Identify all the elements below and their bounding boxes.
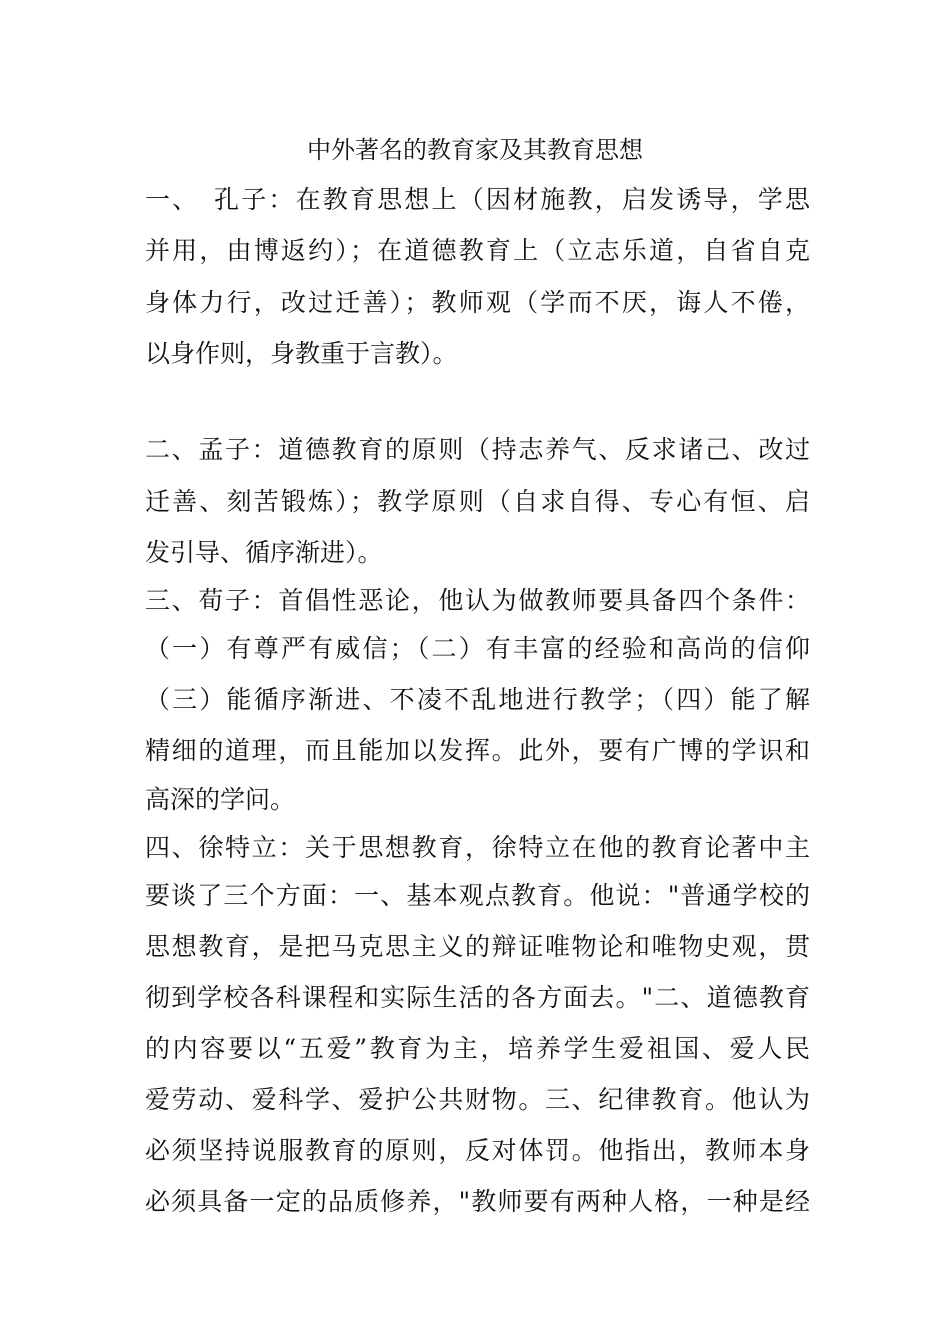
- text-line-xunzi-1: 三、荀子：首倡性恶论，他认为做教师要具备四个条件：: [145, 586, 810, 615]
- text-line-xu-teli-4: 彻到学校各科课程和实际生活的各方面去。"二、道德教育: [145, 983, 810, 1012]
- text-line-confucius-3: 身体力行，改过迁善）；教师观（学而不厌，诲人不倦，: [145, 288, 810, 317]
- text-line-xunzi-3: （三）能循序渐进、不凌不乱地进行教学；（四）能了解: [145, 685, 810, 714]
- text-line-xu-teli-3: 思想教育，是把马克思主义的辩证唯物论和唯物史观，贯: [145, 932, 810, 961]
- text-line-xunzi-4: 精细的道理，而且能加以发挥。此外，要有广博的学识和: [145, 736, 810, 765]
- text-line-xu-teli-6: 爱劳动、爱科学、爱护公共财物。三、纪律教育。他认为: [145, 1085, 810, 1114]
- text-line-xu-teli-7: 必须坚持说服教育的原则，反对体罚。他指出，教师本身: [145, 1136, 810, 1165]
- text-line-mencius-2: 迁善、刻苦锻炼）；教学原则（自求自得、专心有恒、启: [145, 487, 810, 516]
- text-line-xunzi-2: （一）有尊严有威信；（二）有丰富的经验和高尚的信仰: [145, 634, 810, 663]
- text-line-confucius-1: 一、 孔子：在教育思想上（因材施教，启发诱导，学思: [145, 185, 810, 214]
- text-line-xu-teli-2: 要谈了三个方面：一、基本观点教育。他说："普通学校的: [145, 881, 810, 910]
- document-title: 中外著名的教育家及其教育思想: [307, 136, 643, 164]
- text-line-mencius-3: 发引导、循序渐进）。: [145, 538, 383, 567]
- text-line-xu-teli-8: 必须具备一定的品质修养，"教师要有两种人格，一种是经: [145, 1187, 810, 1216]
- text-line-confucius-2: 并用，由博返约）；在道德教育上（立志乐道，自省自克: [145, 236, 810, 265]
- text-line-confucius-4: 以身作则，身教重于言教）。: [145, 339, 458, 368]
- text-line-xu-teli-1: 四、徐特立：关于思想教育，徐特立在他的教育论著中主: [145, 833, 810, 862]
- text-line-mencius-1: 二、孟子：道德教育的原则（持志养气、反求诸己、改过: [145, 435, 810, 464]
- text-line-xu-teli-5: 的内容要以“五爱”教育为主，培养学生爱祖国、爱人民: [145, 1034, 810, 1063]
- text-line-xunzi-5: 高深的学问。: [145, 785, 296, 814]
